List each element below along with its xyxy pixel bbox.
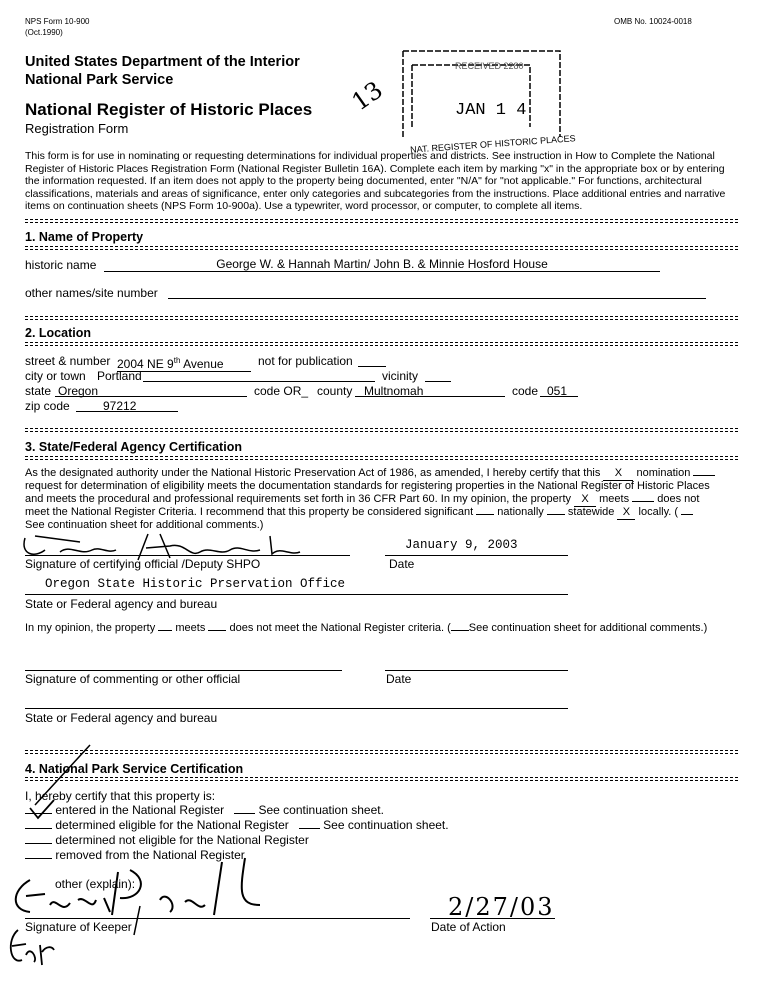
street-tail: Avenue (180, 357, 224, 371)
removed-label: removed from the National Register (55, 848, 245, 862)
not-for-publication-label: not for publication (258, 354, 353, 368)
cert-line-4-statewide: statewide (567, 506, 615, 518)
historic-name-value: George W. & Hannah Martin/ John B. & Minnie Hosford House (104, 257, 660, 272)
agency-label: State or Federal agency and bureau (25, 597, 218, 611)
page-title: National Register of Historic Places (25, 100, 313, 119)
action-date-value: 2/27/03 (448, 893, 555, 921)
agency-name: National Park Service (25, 72, 174, 88)
locally-mark: X (617, 506, 635, 520)
city-label: city or town (25, 369, 86, 383)
county-label: county (317, 384, 353, 398)
nomination-mark: X (603, 467, 633, 481)
entered-cont-label: See continuation sheet. (258, 803, 384, 817)
omb-number: OMB No. 10024-0018 (614, 17, 692, 26)
opinion-text-c: does not meet the National Register criteria. ( (229, 622, 451, 634)
cert-line-3-meets: meets (599, 493, 630, 505)
form-date: (Oct.1990) (25, 28, 63, 37)
eligible-cont-label: See continuation sheet. (323, 818, 449, 832)
keeper-underline-flourish (134, 906, 140, 935)
not-eligible-label: determined not eligible for the National Register (55, 833, 309, 847)
keeper-signature-scribble (16, 858, 260, 915)
certify-intro: I, hereby certify that this property is: (25, 789, 216, 803)
county-code-label: code (512, 384, 539, 398)
meets-mark: X (574, 493, 596, 507)
section2-heading: 2. Location (25, 326, 91, 340)
keeper-signature-label: Signature of Keeper (25, 920, 132, 934)
agency-value: Oregon State Historic Prservation Office (45, 577, 346, 591)
state-label: state (25, 384, 52, 398)
cert-line-4-national: nationally (497, 506, 544, 518)
instructions-text: This form is for use in nominating or requesting determinations for individual properties and districts. See instruction in How to Complete the National Register of Historic Places Registration Form (National Register Bulletin 16A). Complete each item by marking "x" in the appropriate box or by entering the information requested. If an item does not apply to the property being documented, enter "N/A" for "not applicable." For functions, architectural classifications, materials and areas of significance, enter only categories and subcategories from the instructions. Place additional entries and narrative items on continuation sheets (NPS Form 10-900a). Use a typewriter, word processor, or computer, to complete all items. (25, 150, 726, 212)
county-value: Multnomah (364, 384, 424, 398)
state-code-label: code OR_ (254, 384, 309, 398)
entered-checkmark (30, 800, 54, 818)
cert-date-label: Date (389, 557, 415, 571)
section4-heading: 4. National Park Service Certification (25, 762, 244, 776)
other-explain-label: other (explain): (55, 877, 136, 891)
cert-signature-label: Signature of certifying official /Deputy SHPO (25, 557, 261, 571)
county-code-value: 051 (547, 384, 568, 398)
zip-value: 97212 (103, 399, 137, 413)
cert-line-2: request for determination of eligibility meets the documentation standards for registering properties in the National Register of Historic Places (25, 480, 710, 492)
agency2-label: State or Federal agency and bureau (25, 711, 218, 725)
cert-line-3-text: and meets the procedural and professional requirements set forth in 36 CFR Part 60. In my opinion, the property (25, 493, 572, 505)
state-value: Oregon (58, 384, 99, 398)
entered-label: entered in the National Register (55, 803, 225, 817)
historic-name-label: historic name (25, 258, 97, 272)
street-value-text: 2004 NE 9 (117, 357, 174, 371)
comment-date-label: Date (386, 672, 412, 686)
stamp-register: NAT. REGISTER OF HISTORIC PLACES (409, 133, 576, 155)
section3-heading: 3. State/Federal Agency Certification (25, 440, 242, 454)
section4-checkmark (35, 745, 90, 805)
city-value: Portland (97, 369, 142, 383)
handwritten-number: 13 (346, 75, 388, 117)
stamp-received: RECEIVED 2280 (455, 61, 524, 71)
cert-line-1-end: nomination (636, 467, 691, 479)
stamp-date: JAN 1 4 (455, 101, 527, 120)
section1-heading: 1. Name of Property (25, 230, 144, 244)
eligible-label: determined eligible for the National Register (55, 818, 289, 832)
vicinity-label: vicinity (382, 369, 419, 383)
cert-line-3-end: does not (657, 493, 700, 505)
zip-label: zip code (25, 399, 70, 413)
comment-signature-label: Signature of commenting or other official (25, 672, 241, 686)
form-number: NPS Form 10-900 (25, 17, 90, 26)
opinion-text-d: See continuation sheet for additional comments.) (468, 622, 708, 634)
opinion-text-b: meets (175, 622, 206, 634)
cert-line-4-local: locally. ( (638, 506, 679, 518)
cert-line-4-text: meet the National Register Criteria. I recommend that this property be considered significant (25, 506, 474, 518)
for-mark (11, 930, 54, 965)
action-date-label: Date of Action (431, 920, 506, 934)
cert-date-value: January 9, 2003 (405, 538, 518, 552)
page-subtitle: Registration Form (25, 121, 129, 136)
opinion-text-a: In my opinion, the property (25, 622, 156, 634)
street-label: street & number (25, 354, 111, 368)
cert-line-5: See continuation sheet for additional comments.) (25, 519, 264, 531)
cert-line-1-text: As the designated authority under the National Historic Preservation Act of 1986, as amended, I hereby certify that this (25, 467, 601, 479)
department-name: United States Department of the Interior (25, 54, 300, 70)
street-sup: th (173, 356, 181, 365)
other-names-label: other names/site number (25, 286, 158, 300)
